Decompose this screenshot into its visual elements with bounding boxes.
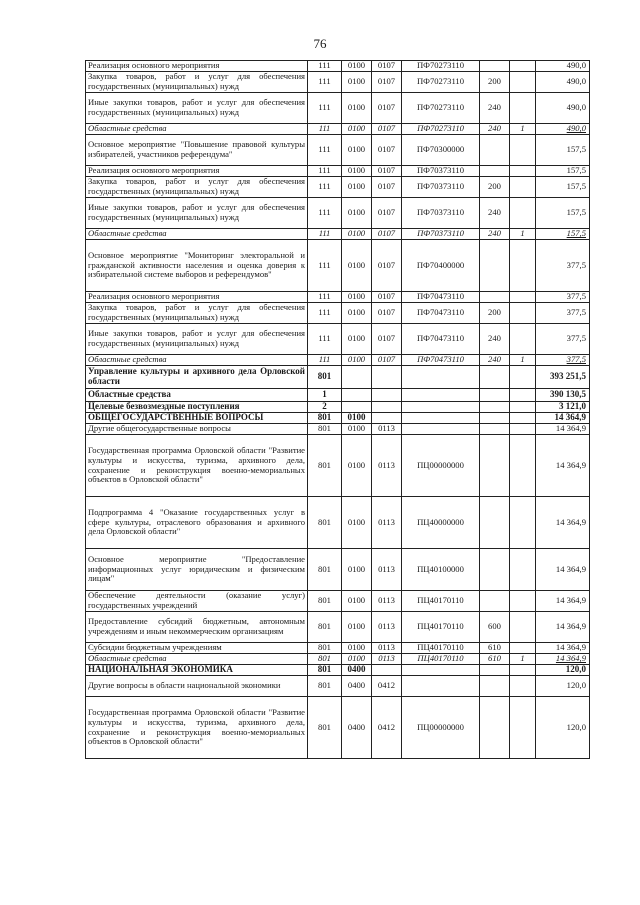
table-row <box>86 166 590 177</box>
row-name: Областные средства <box>86 389 308 402</box>
row-expense-type: 610 <box>480 643 510 654</box>
row-section-code <box>342 366 372 389</box>
row-grbs-code: 111 <box>308 303 342 324</box>
row-section-code: 0100 <box>342 303 372 324</box>
row-expense-type: 600 <box>480 612 510 643</box>
row-funding-source <box>510 413 536 424</box>
row-subsection-code: 0412 <box>372 676 402 697</box>
table-row <box>86 124 590 135</box>
table-row <box>86 355 590 366</box>
row-target-article: ПФ70473110 <box>402 303 480 324</box>
row-target-article: ПЦ40170110 <box>402 591 480 612</box>
table-row <box>86 93 590 124</box>
row-grbs-code: 801 <box>308 676 342 697</box>
row-name: Другие вопросы в области национальной экономики <box>86 676 308 697</box>
table-row <box>86 198 590 229</box>
row-funding-source <box>510 665 536 676</box>
row-name: Субсидии бюджетным учреждениям <box>86 643 308 654</box>
row-section-code: 0100 <box>342 177 372 198</box>
row-name: Иные закупки товаров, работ и услуг для обеспечения государственных (муниципальных) нужд <box>86 198 308 229</box>
row-name: НАЦИОНАЛЬНАЯ ЭКОНОМИКА <box>86 665 308 676</box>
row-funding-source <box>510 177 536 198</box>
row-funding-source <box>510 292 536 303</box>
row-amount: 157,5 <box>536 177 590 198</box>
row-amount: 120,0 <box>536 697 590 759</box>
row-subsection-code: 0107 <box>372 355 402 366</box>
row-funding-source <box>510 435 536 497</box>
row-subsection-code: 0107 <box>372 229 402 240</box>
row-target-article <box>402 413 480 424</box>
row-amount: 14 364,9 <box>536 413 590 424</box>
row-target-article: ПФ70300000 <box>402 135 480 166</box>
row-name: Закупка товаров, работ и услуг для обеспечения государственных (муниципальных) нужд <box>86 72 308 93</box>
row-subsection-code: 0113 <box>372 435 402 497</box>
row-grbs-code: 1 <box>308 389 342 402</box>
row-amount: 14 364,9 <box>536 654 590 665</box>
row-section-code: 0100 <box>342 549 372 591</box>
row-grbs-code: 111 <box>308 355 342 366</box>
row-funding-source: 1 <box>510 654 536 665</box>
row-grbs-code: 111 <box>308 166 342 177</box>
row-expense-type: 240 <box>480 324 510 355</box>
row-target-article: ПФ70373110 <box>402 229 480 240</box>
row-expense-type <box>480 389 510 402</box>
row-expense-type <box>480 591 510 612</box>
row-grbs-code: 801 <box>308 643 342 654</box>
row-amount: 157,5 <box>536 229 590 240</box>
row-amount: 157,5 <box>536 198 590 229</box>
row-name: Основное мероприятие "Мониторинг электоральной и гражданской активности населения и оценка доверия к избирательной системе выборов и референдумов" <box>86 240 308 292</box>
table-row <box>86 229 590 240</box>
row-subsection-code: 0107 <box>372 198 402 229</box>
row-subsection-code: 0113 <box>372 643 402 654</box>
row-subsection-code <box>372 413 402 424</box>
row-funding-source <box>510 591 536 612</box>
row-grbs-code: 111 <box>308 198 342 229</box>
row-name: Предоставление субсидий бюджетным, автономным учреждениям и иным некоммерческим организациям <box>86 612 308 643</box>
row-amount: 393 251,5 <box>536 366 590 389</box>
row-grbs-code: 801 <box>308 612 342 643</box>
row-name: Основное мероприятие "Предоставление информационных услуг юридическим и физическим лицам" <box>86 549 308 591</box>
row-subsection-code: 0107 <box>372 93 402 124</box>
row-funding-source <box>510 643 536 654</box>
row-subsection-code <box>372 366 402 389</box>
row-expense-type <box>480 497 510 549</box>
row-funding-source: 1 <box>510 229 536 240</box>
row-subsection-code: 0412 <box>372 697 402 759</box>
page-number: 76 <box>313 36 327 51</box>
row-grbs-code: 801 <box>308 549 342 591</box>
table-row <box>86 61 590 72</box>
row-target-article: ПФ70373110 <box>402 177 480 198</box>
row-funding-source <box>510 497 536 549</box>
row-target-article: ПФ70273110 <box>402 93 480 124</box>
row-target-article: ПФ70373110 <box>402 166 480 177</box>
row-target-article: ПЦ00000000 <box>402 435 480 497</box>
row-grbs-code: 801 <box>308 697 342 759</box>
row-target-article: ПФ70473110 <box>402 292 480 303</box>
row-subsection-code: 0107 <box>372 324 402 355</box>
row-grbs-code: 801 <box>308 654 342 665</box>
table-row <box>86 643 590 654</box>
row-subsection-code <box>372 402 402 413</box>
row-name: Закупка товаров, работ и услуг для обеспечения государственных (муниципальных) нужд <box>86 177 308 198</box>
row-section-code: 0100 <box>342 413 372 424</box>
row-amount: 490,0 <box>536 72 590 93</box>
row-section-code: 0100 <box>342 612 372 643</box>
row-subsection-code: 0107 <box>372 303 402 324</box>
row-funding-source <box>510 402 536 413</box>
row-funding-source <box>510 93 536 124</box>
row-amount: 3 121,0 <box>536 402 590 413</box>
row-target-article <box>402 665 480 676</box>
row-funding-source <box>510 72 536 93</box>
row-amount: 14 364,9 <box>536 497 590 549</box>
row-section-code: 0100 <box>342 424 372 435</box>
table-row <box>86 665 590 676</box>
table-row <box>86 591 590 612</box>
row-name: Обеспечение деятельности (оказание услуг) государственных учреждений <box>86 591 308 612</box>
row-grbs-code: 111 <box>308 61 342 72</box>
row-funding-source <box>510 61 536 72</box>
row-funding-source <box>510 424 536 435</box>
row-subsection-code: 0113 <box>372 654 402 665</box>
row-subsection-code: 0113 <box>372 612 402 643</box>
row-expense-type: 240 <box>480 124 510 135</box>
table-row <box>86 435 590 497</box>
row-name: Управление культуры и архивного дела Орловской области <box>86 366 308 389</box>
row-grbs-code: 111 <box>308 72 342 93</box>
row-expense-type: 610 <box>480 654 510 665</box>
row-name: Областные средства <box>86 654 308 665</box>
table-row <box>86 654 590 665</box>
row-expense-type: 200 <box>480 72 510 93</box>
row-name: Подпрограмма 4 "Оказание государственных услуг в сфере культуры, отраслевого образования и архивного дела Орловской области" <box>86 497 308 549</box>
row-target-article: ПФ70473110 <box>402 355 480 366</box>
row-section-code: 0100 <box>342 93 372 124</box>
row-section-code: 0400 <box>342 697 372 759</box>
row-subsection-code: 0107 <box>372 240 402 292</box>
row-funding-source <box>510 697 536 759</box>
row-expense-type <box>480 413 510 424</box>
row-funding-source <box>510 198 536 229</box>
row-section-code: 0100 <box>342 198 372 229</box>
row-target-article: ПФ70273110 <box>402 72 480 93</box>
row-expense-type <box>480 166 510 177</box>
row-funding-source <box>510 612 536 643</box>
row-funding-source <box>510 676 536 697</box>
row-amount: 490,0 <box>536 124 590 135</box>
row-subsection-code: 0113 <box>372 497 402 549</box>
row-amount: 14 364,9 <box>536 612 590 643</box>
row-amount: 377,5 <box>536 240 590 292</box>
row-target-article: ПЦ40170110 <box>402 643 480 654</box>
row-section-code: 0100 <box>342 435 372 497</box>
row-grbs-code: 111 <box>308 240 342 292</box>
row-amount: 14 364,9 <box>536 591 590 612</box>
row-funding-source <box>510 240 536 292</box>
row-target-article <box>402 389 480 402</box>
row-name: Реализация основного мероприятия <box>86 61 308 72</box>
row-name: Основное мероприятие "Повышение правовой культуры избирателей, участников референдума" <box>86 135 308 166</box>
table-row <box>86 676 590 697</box>
row-section-code: 0100 <box>342 497 372 549</box>
row-grbs-code: 801 <box>308 665 342 676</box>
table-row <box>86 135 590 166</box>
row-section-code: 0100 <box>342 654 372 665</box>
row-amount: 377,5 <box>536 292 590 303</box>
row-subsection-code <box>372 665 402 676</box>
row-section-code: 0100 <box>342 240 372 292</box>
row-target-article: ПФ70373110 <box>402 198 480 229</box>
row-grbs-code: 111 <box>308 124 342 135</box>
row-section-code: 0100 <box>342 591 372 612</box>
row-amount: 14 364,9 <box>536 424 590 435</box>
row-name: Иные закупки товаров, работ и услуг для обеспечения государственных (муниципальных) нужд <box>86 93 308 124</box>
row-subsection-code: 0113 <box>372 549 402 591</box>
row-amount: 14 364,9 <box>536 643 590 654</box>
row-target-article <box>402 424 480 435</box>
row-target-article: ПЦ40000000 <box>402 497 480 549</box>
table-row <box>86 366 590 389</box>
row-amount: 490,0 <box>536 93 590 124</box>
table-row <box>86 413 590 424</box>
row-section-code <box>342 402 372 413</box>
table-row <box>86 324 590 355</box>
row-subsection-code: 0107 <box>372 135 402 166</box>
row-section-code: 0100 <box>342 292 372 303</box>
row-target-article: ПФ70400000 <box>402 240 480 292</box>
row-target-article <box>402 366 480 389</box>
row-subsection-code: 0107 <box>372 292 402 303</box>
table-row <box>86 424 590 435</box>
row-section-code: 0400 <box>342 665 372 676</box>
row-expense-type <box>480 676 510 697</box>
row-name: Областные средства <box>86 355 308 366</box>
table-row <box>86 177 590 198</box>
row-funding-source <box>510 389 536 402</box>
row-target-article: ПФ70273110 <box>402 124 480 135</box>
row-name: Реализация основного мероприятия <box>86 292 308 303</box>
row-expense-type <box>480 549 510 591</box>
row-amount: 157,5 <box>536 166 590 177</box>
row-funding-source: 1 <box>510 355 536 366</box>
table-row <box>86 612 590 643</box>
row-grbs-code: 111 <box>308 324 342 355</box>
table-row <box>86 549 590 591</box>
row-target-article: ПЦ40170110 <box>402 654 480 665</box>
budget-table <box>85 60 590 759</box>
row-grbs-code: 801 <box>308 424 342 435</box>
table-row <box>86 497 590 549</box>
row-expense-type <box>480 435 510 497</box>
row-funding-source <box>510 324 536 355</box>
row-name: Государственная программа Орловской области "Развитие культуры и искусства, туризма, архивного дела, сохранение и реконструкция военно-мемориальных объектов в Орловской области" <box>86 435 308 497</box>
row-subsection-code: 0107 <box>372 166 402 177</box>
row-expense-type <box>480 292 510 303</box>
row-expense-type: 240 <box>480 355 510 366</box>
row-grbs-code: 801 <box>308 497 342 549</box>
row-grbs-code: 111 <box>308 177 342 198</box>
row-target-article: ПФ70273110 <box>402 61 480 72</box>
row-expense-type <box>480 402 510 413</box>
row-expense-type <box>480 424 510 435</box>
row-target-article <box>402 676 480 697</box>
row-name: Реализация основного мероприятия <box>86 166 308 177</box>
row-amount: 377,5 <box>536 324 590 355</box>
row-amount: 390 130,5 <box>536 389 590 402</box>
row-funding-source <box>510 549 536 591</box>
row-funding-source: 1 <box>510 124 536 135</box>
row-section-code: 0100 <box>342 72 372 93</box>
table-row <box>86 240 590 292</box>
row-expense-type: 240 <box>480 198 510 229</box>
row-section-code: 0100 <box>342 61 372 72</box>
row-grbs-code: 801 <box>308 413 342 424</box>
row-funding-source <box>510 166 536 177</box>
row-subsection-code: 0107 <box>372 61 402 72</box>
row-subsection-code <box>372 389 402 402</box>
row-target-article: ПЦ40170110 <box>402 612 480 643</box>
row-section-code: 0100 <box>342 229 372 240</box>
row-name: Закупка товаров, работ и услуг для обеспечения государственных (муниципальных) нужд <box>86 303 308 324</box>
row-amount: 377,5 <box>536 303 590 324</box>
row-expense-type: 240 <box>480 229 510 240</box>
row-section-code: 0100 <box>342 166 372 177</box>
row-grbs-code: 111 <box>308 93 342 124</box>
row-grbs-code: 111 <box>308 229 342 240</box>
row-section-code: 0100 <box>342 643 372 654</box>
row-grbs-code: 801 <box>308 366 342 389</box>
row-amount: 14 364,9 <box>536 549 590 591</box>
row-funding-source <box>510 366 536 389</box>
row-funding-source <box>510 303 536 324</box>
row-amount: 490,0 <box>536 61 590 72</box>
table-row <box>86 72 590 93</box>
row-name: Другие общегосударственные вопросы <box>86 424 308 435</box>
row-expense-type: 240 <box>480 93 510 124</box>
row-grbs-code: 801 <box>308 435 342 497</box>
row-expense-type <box>480 697 510 759</box>
row-funding-source <box>510 135 536 166</box>
row-amount: 14 364,9 <box>536 435 590 497</box>
row-section-code: 0100 <box>342 355 372 366</box>
row-name: Областные средства <box>86 229 308 240</box>
row-section-code: 0400 <box>342 676 372 697</box>
table-row <box>86 303 590 324</box>
row-subsection-code: 0107 <box>372 72 402 93</box>
row-expense-type <box>480 135 510 166</box>
row-name: Областные средства <box>86 124 308 135</box>
row-target-article <box>402 402 480 413</box>
row-name: ОБЩЕГОСУДАРСТВЕННЫЕ ВОПРОСЫ <box>86 413 308 424</box>
table-body <box>86 61 590 759</box>
row-expense-type <box>480 61 510 72</box>
table-row <box>86 697 590 759</box>
row-subsection-code: 0113 <box>372 424 402 435</box>
row-expense-type: 200 <box>480 303 510 324</box>
row-expense-type: 200 <box>480 177 510 198</box>
row-section-code <box>342 389 372 402</box>
row-target-article: ПЦ00000000 <box>402 697 480 759</box>
row-grbs-code: 111 <box>308 135 342 166</box>
row-section-code: 0100 <box>342 135 372 166</box>
row-subsection-code: 0107 <box>372 124 402 135</box>
row-expense-type <box>480 240 510 292</box>
row-target-article: ПФ70473110 <box>402 324 480 355</box>
row-name: Целевые безвозмездные поступления <box>86 402 308 413</box>
row-name: Государственная программа Орловской области "Развитие культуры и искусства, туризма, архивного дела, сохранение и реконструкция военно-мемориальных объектов в Орловской области" <box>86 697 308 759</box>
row-subsection-code: 0107 <box>372 177 402 198</box>
row-grbs-code: 2 <box>308 402 342 413</box>
table-row <box>86 292 590 303</box>
row-amount: 157,5 <box>536 135 590 166</box>
row-amount: 120,0 <box>536 665 590 676</box>
row-grbs-code: 111 <box>308 292 342 303</box>
row-expense-type <box>480 665 510 676</box>
row-expense-type <box>480 366 510 389</box>
row-amount: 377,5 <box>536 355 590 366</box>
row-section-code: 0100 <box>342 124 372 135</box>
row-name: Иные закупки товаров, работ и услуг для обеспечения государственных (муниципальных) нужд <box>86 324 308 355</box>
row-target-article: ПЦ40100000 <box>402 549 480 591</box>
row-subsection-code: 0113 <box>372 591 402 612</box>
row-section-code: 0100 <box>342 324 372 355</box>
row-grbs-code: 801 <box>308 591 342 612</box>
table-row <box>86 389 590 402</box>
table-row <box>86 402 590 413</box>
row-amount: 120,0 <box>536 676 590 697</box>
